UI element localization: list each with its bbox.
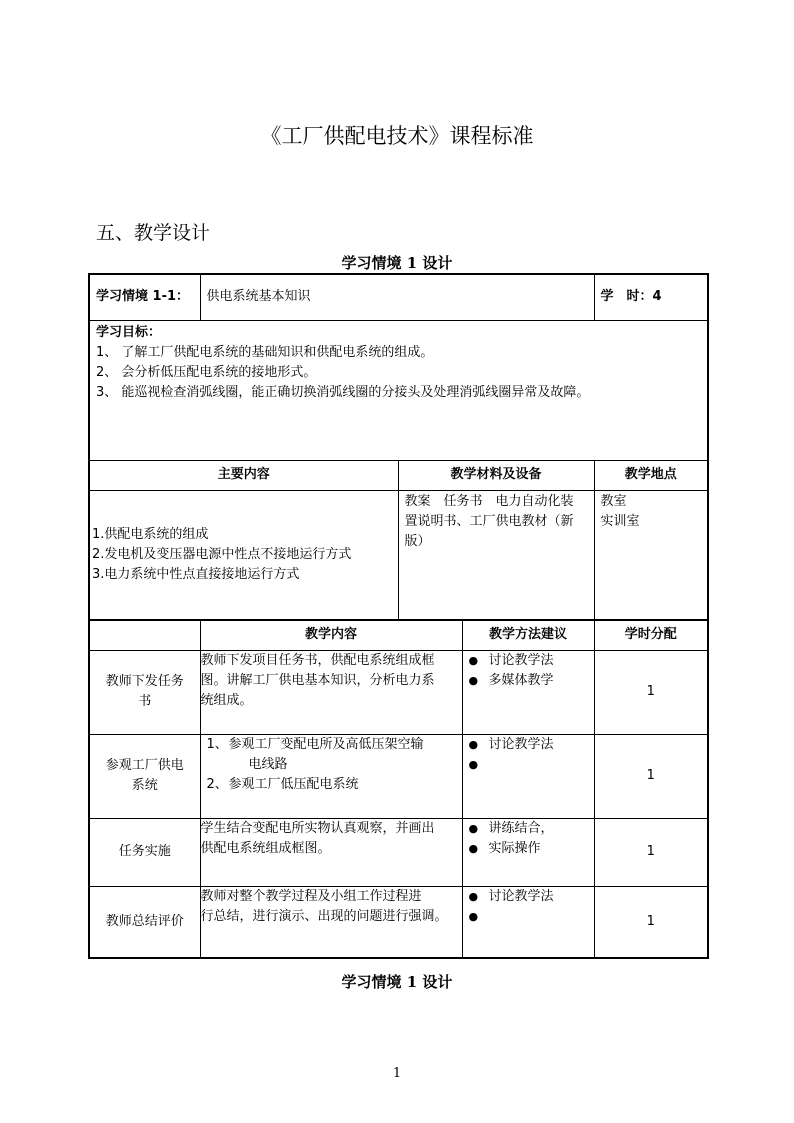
method-cell bbox=[462, 818, 594, 886]
teaching-plan-table bbox=[88, 619, 709, 959]
content-line: 供配电系统组成框图。 bbox=[200, 840, 331, 856]
bullet-icon: ● bbox=[468, 841, 479, 855]
main-content-header: 主要内容 bbox=[89, 460, 398, 490]
stage-cell bbox=[89, 734, 200, 818]
hours-cell: 1 bbox=[594, 650, 708, 734]
stage-line: 书 bbox=[138, 694, 152, 709]
stage-line: 教师下发任务 bbox=[105, 674, 184, 689]
content-line: 教师下发项目任务书，供配电系统组成框 bbox=[200, 652, 435, 668]
content-line: 电线路 bbox=[248, 756, 288, 772]
stage-line: 任务实施 bbox=[118, 844, 171, 859]
bullet-icon: ● bbox=[468, 909, 479, 923]
method-cell bbox=[462, 886, 594, 958]
content-line: 教师对整个教学过程及小组工作过程进 bbox=[200, 888, 422, 904]
content-line: 参观工厂变配电所及高低压架空输 bbox=[228, 736, 424, 752]
table-caption: 学习情境 1 设计 bbox=[341, 254, 453, 272]
main-content-list bbox=[89, 490, 398, 620]
table-row bbox=[89, 886, 708, 958]
method-cell bbox=[462, 734, 594, 818]
content-cell bbox=[200, 650, 462, 734]
location-line: 教室 bbox=[600, 493, 627, 509]
content-cell bbox=[200, 886, 462, 958]
materials-line: 版） bbox=[404, 533, 431, 549]
list-item: 2.发电机及变压器电源中性点不接地运行方式 bbox=[92, 546, 352, 562]
section-heading: 五、教学设计 bbox=[96, 222, 211, 244]
situation-hours: 学 时：4 bbox=[594, 274, 708, 320]
content-line: 参观工厂低压配电系统 bbox=[228, 776, 359, 792]
table-row bbox=[89, 818, 708, 886]
table-row bbox=[89, 734, 708, 818]
page-number: 1 bbox=[392, 1066, 402, 1081]
materials-header: 教学材料及设备 bbox=[398, 460, 594, 490]
stage-cell bbox=[89, 818, 200, 886]
stage-line: 教师总结评价 bbox=[105, 913, 184, 929]
stage-line: 系统 bbox=[131, 778, 158, 793]
hours-cell: 1 bbox=[594, 734, 708, 818]
learning-objectives bbox=[89, 320, 708, 460]
situation-name: 供电系统基本知识 bbox=[200, 274, 594, 320]
content-line: 统组成。 bbox=[200, 692, 253, 708]
hours-cell: 1 bbox=[594, 886, 708, 958]
table-caption-bottom: 学习情境 1 设计 bbox=[341, 973, 453, 991]
method-item: 讨论教学法 bbox=[488, 736, 554, 752]
method-item: 实际操作 bbox=[488, 840, 541, 856]
stage-header bbox=[89, 620, 200, 650]
method-header: 教学方法建议 bbox=[462, 620, 594, 650]
stage-cell bbox=[89, 886, 200, 958]
method-cell bbox=[462, 650, 594, 734]
hours-cell: 1 bbox=[594, 818, 708, 886]
method-item: 多媒体教学 bbox=[488, 672, 554, 688]
content-cell bbox=[200, 734, 462, 818]
bullet-icon: ● bbox=[468, 821, 479, 835]
content-cell bbox=[200, 818, 462, 886]
objective-item: 1、 了解工厂供配电系统的基础知识和供配电系统的组成。 bbox=[96, 344, 434, 360]
item-number: 2、 bbox=[206, 776, 228, 792]
stage-line: 参观工厂供电 bbox=[105, 758, 184, 773]
materials-line: 置说明书、工厂供电教材（新 bbox=[404, 513, 574, 529]
document-title: 《工厂供配电技术》课程标准 bbox=[260, 124, 534, 148]
bullet-icon: ● bbox=[468, 757, 479, 771]
materials-cell bbox=[398, 490, 594, 620]
situation-table bbox=[88, 273, 709, 621]
method-item: 讨论教学法 bbox=[488, 888, 554, 904]
method-item: 讨论教学法 bbox=[488, 652, 554, 668]
location-header: 教学地点 bbox=[594, 460, 708, 490]
teaching-content-header: 教学内容 bbox=[200, 620, 462, 650]
location-line: 实训室 bbox=[600, 513, 640, 529]
materials-line: 教案 任务书 电力自动化装 bbox=[404, 493, 574, 509]
content-line: 行总结，进行演示、出现的问题进行强调。 bbox=[200, 908, 448, 924]
hours-header: 学时分配 bbox=[594, 620, 708, 650]
bullet-icon: ● bbox=[468, 737, 479, 751]
list-item: 1.供配电系统的组成 bbox=[92, 526, 209, 542]
content-line: 图。讲解工厂供电基本知识，分析电力系 bbox=[200, 672, 435, 688]
objectives-heading: 学习目标： bbox=[96, 324, 162, 340]
location-cell bbox=[594, 490, 708, 620]
objective-item: 2、 会分析低压配电系统的接地形式。 bbox=[96, 364, 317, 380]
bullet-icon: ● bbox=[468, 673, 479, 687]
item-number: 1、 bbox=[206, 736, 228, 752]
table-row bbox=[89, 650, 708, 734]
bullet-icon: ● bbox=[468, 889, 479, 903]
objective-item: 3、 能巡视检查消弧线圈，能正确切换消弧线圈的分接头及处理消弧线圈异常及故障。 bbox=[96, 384, 590, 400]
stage-cell bbox=[89, 650, 200, 734]
list-item: 3.电力系统中性点直接接地运行方式 bbox=[92, 566, 300, 582]
bullet-icon: ● bbox=[468, 653, 479, 667]
method-item: 讲练结合， bbox=[488, 820, 554, 836]
content-line: 学生结合变配电所实物认真观察，并画出 bbox=[200, 820, 435, 836]
situation-label: 学习情境 1-1： bbox=[89, 274, 200, 320]
